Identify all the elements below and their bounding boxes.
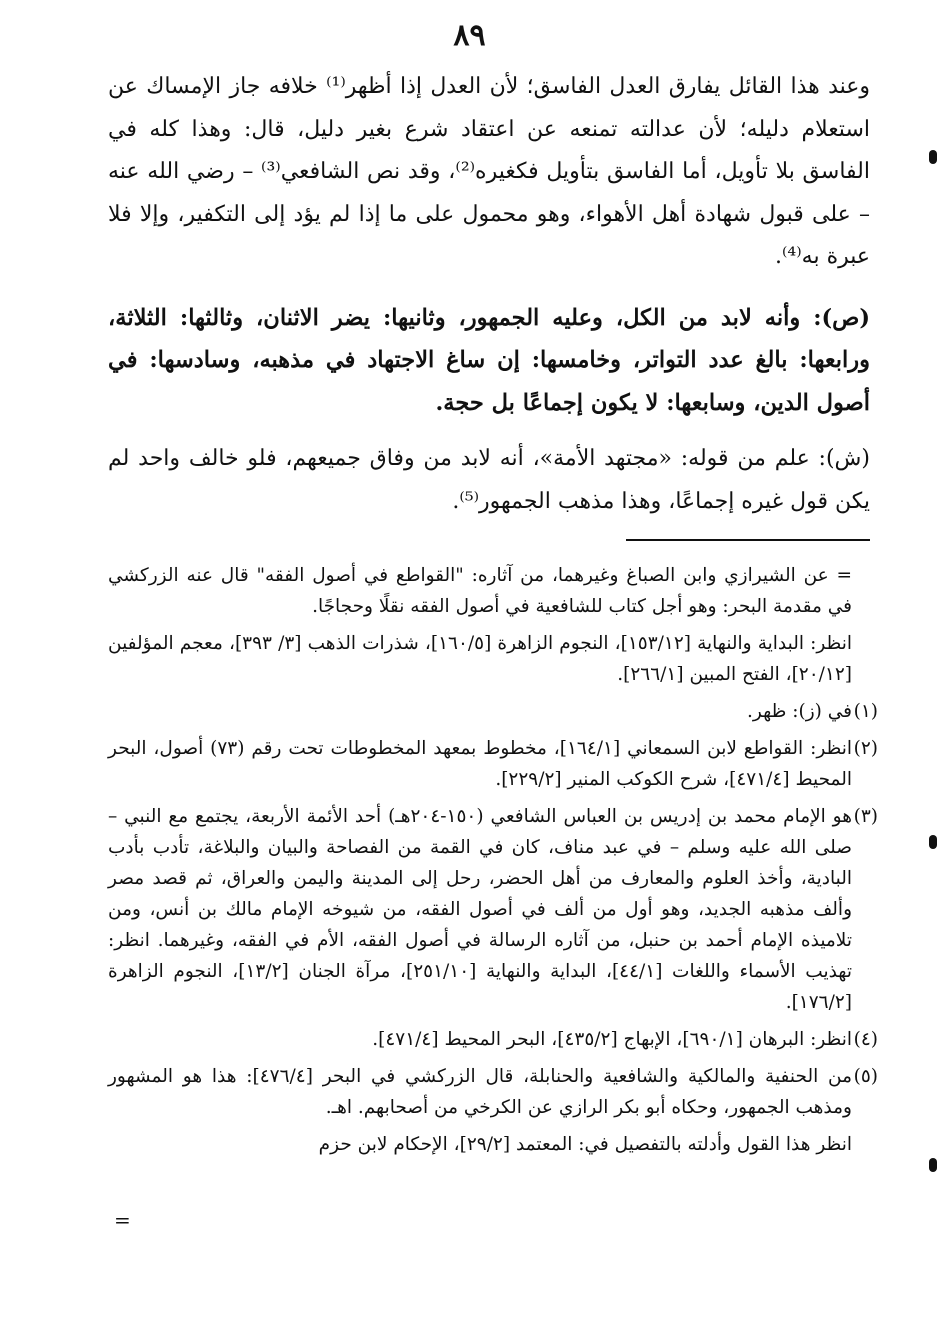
page-number: ٨٩ <box>453 18 486 53</box>
footnote-divider <box>626 539 870 541</box>
sharh-paragraph: (ش): علم من قوله: «مجتهد الأمة»، أنه لابد من وفاق جميعهم، فلو خالف واحد لم يكن قول غيره إجماعًا، وهذا مذهب الجمهور⁽⁵⁾. <box>108 446 870 514</box>
footnote-1 <box>108 696 878 727</box>
footnote-5 <box>108 1061 878 1123</box>
margin-ink-dot <box>929 150 937 164</box>
footnote-2-text: انظر: القواطع لابن السمعاني [١٦٤/١]، مخطوط بمعهد المخطوطات تحت رقم (٧٣) أصول، البحر المحيط [٤٧١/٤]، شرح الكوكب المنير [٢٢٩/٢]. <box>108 738 852 790</box>
margin-ink-dot <box>929 835 937 849</box>
main-paragraph-1: وعند هذا القائل يفارق العدل الفاسق؛ لأن العدل إذا أظهر⁽¹⁾ خلافه جاز الإمساك عن استعلام دليله؛ لأن عدالته تمنعه عن اعتقاد شرع بغير دليل، قال: وهذا كله في الفاسق بلا تأويل، أما الفاسق بتأويل فكغيره⁽²⁾، وقد نص الشافعي⁽³⁾ – رضي الله عنه – على قبول شهادة أهل الأهواء، وهو محمول على ما إذا لم يؤد إلى التكفير، وإلا فلا عبرة به⁽⁴⁾. <box>108 74 871 269</box>
footnote-2-marker: (٢) <box>853 738 878 759</box>
margin-ink-dot <box>929 1158 937 1172</box>
footnote-3-marker: (٣) <box>853 806 878 827</box>
footnote-4-marker: (٤) <box>853 1029 878 1050</box>
footnotes <box>108 560 878 1166</box>
footnote-4-text: انظر: البرهان [٦٩٠/١]، الإبهاج [٤٣٥/٢]، البحر المحيط [٤٧١/٤]. <box>372 1029 852 1050</box>
footnote-1-text: في (ز): ظهر. <box>747 701 852 722</box>
footnote-5-text: من الحنفية والمالكية والشافعية والحنابلة، قال الزركشي في البحر [٤٧٦/٤]: هذا هو المشهور ومذهب الجمهور، وحكاه أبو بكر الرازي عن الكرخي من أصحابهم. اهـ. <box>108 1066 852 1118</box>
footnote-3 <box>108 801 878 1018</box>
continuation-mark: = <box>114 1208 131 1232</box>
matn-paragraph: (ص): وأنه لابد من الكل، وعليه الجمهور، وثانيها: يضر الاثنان، وثالثها: الثلاثة، ورابعها: بالغ عدد التواتر، وخامسها: إن ساغ الاجتهاد في مذهبه، وسادسها: في أصول الدين، وسابعها: لا يكون إجماعًا بل حجة. <box>108 304 870 416</box>
footnote-2 <box>108 733 878 795</box>
main-text <box>108 66 870 523</box>
footnote-continuation-references: انظر: البداية والنهاية [١٥٣/١٢]، النجوم الزاهرة [١٦٠/٥]، شذرات الذهب [٣/ ٣٩٣]، معجم المؤلفين [٢٠/١٢]، الفتح المبين [٢٦٦/١]. <box>108 633 852 685</box>
footnote-5-marker: (٥) <box>853 1066 878 1087</box>
footnote-continuation: = عن الشيرازي وابن الصباغ وغيرهما، من آثاره: "القواطع في أصول الفقه" قال عنه الزركشي في مقدمة البحر: وهو أجل كتاب للشافعية في أصول الفقه نقلًا وحجاجًا. <box>108 565 852 617</box>
footnote-4 <box>108 1024 878 1055</box>
footnote-3-text: هو الإمام محمد بن إدريس بن العباس الشافعي (١٥٠-٢٠٤هـ) أحد الأئمة الأربعة، يجتمع مع النبي – صلى الله عليه وسلم – في عبد مناف، كان في القمة من الفصاحة والبيان والبلاغة، تأدب بأدب البادية، وأخذ العلوم والمعارف من أهل الحضر، رحل إلى المدينة واليمن والعراق، ثم قصد مصر وألف مذهبه الجديد، وهو أول من ألف في أصول الفقه، من شيوخه الإمام مالك بن أنس، ومن تلاميذه الإمام أحمد بن حنبل، من آثاره الرسالة في أصول الفقه، الأم في الفقه، وغيرهما. انظر: تهذيب الأسماء واللغات [٤٤/١]، البداية والنهاية [٢٥١/١٠]، مرآة الجنان [١٣/٢]، النجوم الزاهرة [١٧٦/٢]. <box>108 806 852 1013</box>
footnote-5-continued: انظر هذا القول وأدلته بالتفصيل في: المعتمد [٢٩/٢]، الإحكام لابن حزم <box>318 1134 852 1155</box>
footnote-1-marker: (١) <box>853 701 878 722</box>
